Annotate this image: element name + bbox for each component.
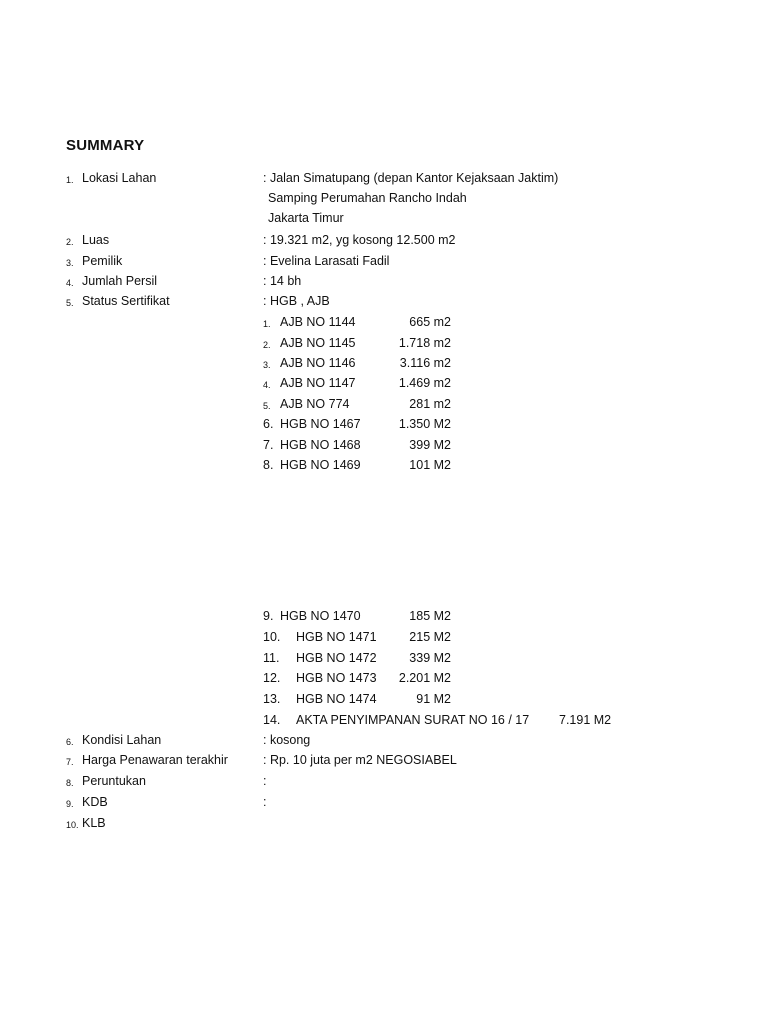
certificate-number: 3. <box>263 360 271 370</box>
certificate-area: 1.469 m2 <box>398 376 451 390</box>
item-label: Kondisi Lahan <box>82 733 162 747</box>
item-label: KDB <box>82 795 108 809</box>
item-label: Peruntukan <box>82 774 146 788</box>
item-number: 8. <box>66 778 74 788</box>
item-number: 6. <box>66 737 74 747</box>
certificate-area: 101 M2 <box>409 458 451 472</box>
document-title: SUMMARY <box>66 137 145 154</box>
certificate-number: 12. <box>263 671 281 685</box>
item-number: 2. <box>66 237 74 247</box>
item-label: Lokasi Lahan <box>82 171 157 185</box>
item-value: : Jalan Simatupang (depan Kantor Kejaksaan Jaktim) <box>263 171 559 185</box>
item-value: : Evelina Larasati Fadil <box>263 254 390 268</box>
certificate-number: 9. <box>263 609 274 623</box>
certificate-number: 8. <box>263 458 274 472</box>
certificate-area: 91 M2 <box>416 692 451 706</box>
location-line-2: Samping Perumahan Rancho Indah <box>268 191 467 205</box>
certificate-area: 1.350 M2 <box>398 417 451 431</box>
certificate-name: HGB NO 1468 <box>280 438 361 452</box>
certificate-number: 2. <box>263 340 271 350</box>
certificate-name: HGB NO 1469 <box>280 458 361 472</box>
certificate-number: 6. <box>263 417 274 431</box>
item-label: Pemilik <box>82 254 123 268</box>
item-number: 1. <box>66 175 74 185</box>
certificate-name: HGB NO 1472 <box>296 651 377 665</box>
item-number: 10. <box>66 820 79 830</box>
item-value: : kosong <box>263 733 311 747</box>
certificate-name: HGB NO 1470 <box>280 609 361 623</box>
certificate-number: 11. <box>263 651 280 665</box>
certificate-name: AJB NO 1147 <box>280 376 356 390</box>
item-value: : 19.321 m2, yg kosong 12.500 m2 <box>263 233 456 247</box>
item-number: 7. <box>66 757 74 767</box>
certificate-area: 7.191 M2 <box>559 713 612 727</box>
location-line-3: Jakarta Timur <box>268 211 344 225</box>
certificate-area: 399 M2 <box>409 438 451 452</box>
certificate-area: 339 M2 <box>409 651 451 665</box>
certificate-name: HGB NO 1471 <box>296 630 377 644</box>
certificate-number: 4. <box>263 380 271 390</box>
item-number: 9. <box>66 799 74 809</box>
certificate-number: 10. <box>263 630 281 644</box>
item-label: Harga Penawaran terakhir <box>82 753 228 767</box>
certificate-area: 1.718 m2 <box>398 336 451 350</box>
item-label: Luas <box>82 233 110 247</box>
certificate-number: 14. <box>263 713 281 727</box>
certificate-area: 3.116 m2 <box>399 356 451 370</box>
certificate-name: AJB NO 1146 <box>280 356 356 370</box>
item-label: KLB <box>82 816 106 830</box>
item-label: Jumlah Persil <box>82 274 158 288</box>
certificate-number: 7. <box>263 438 274 452</box>
certificate-name: AJB NO 1144 <box>280 315 356 329</box>
item-value: : Rp. 10 juta per m2 NEGOSIABEL <box>263 753 457 767</box>
item-value: : 14 bh <box>263 274 302 288</box>
certificate-area: 2.201 M2 <box>398 671 451 685</box>
certificate-name: AKTA PENYIMPANAN SURAT NO 16 / 17 <box>296 713 530 727</box>
certificate-name: AJB NO 1145 <box>280 336 356 350</box>
certificate-name: HGB NO 1473 <box>296 671 377 685</box>
certificate-area: 185 M2 <box>409 609 451 623</box>
certificate-area: 281 m2 <box>409 397 451 411</box>
certificate-number: 1. <box>263 319 271 329</box>
item-value: : <box>263 774 267 788</box>
certificate-number: 13. <box>263 692 281 706</box>
item-value: : <box>263 795 267 809</box>
certificate-name: HGB NO 1474 <box>296 692 377 706</box>
certificate-area: 665 m2 <box>409 315 451 329</box>
certificate-area: 215 M2 <box>409 630 451 644</box>
item-value: : HGB , AJB <box>263 294 330 308</box>
item-number: 4. <box>66 278 74 288</box>
certificate-name: HGB NO 1467 <box>280 417 361 431</box>
item-number: 3. <box>66 258 74 268</box>
certificate-number: 5. <box>263 401 271 411</box>
certificate-name: AJB NO 774 <box>280 397 350 411</box>
item-label: Status Sertifikat <box>82 294 170 308</box>
item-number: 5. <box>66 298 74 308</box>
